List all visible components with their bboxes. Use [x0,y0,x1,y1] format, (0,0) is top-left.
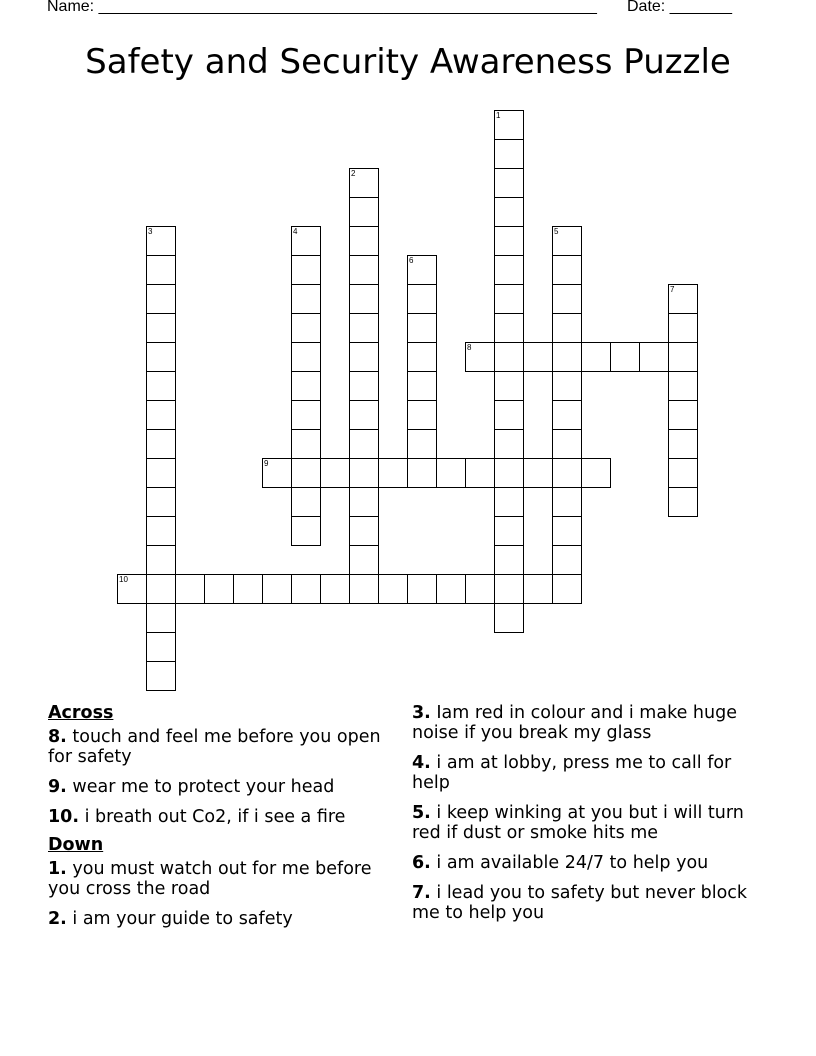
clue-number: 10. [48,807,80,827]
clue-item [412,883,752,923]
grid-cell[interactable] [146,487,176,517]
clue-number-label: 4 [293,227,298,236]
grid-cell[interactable] [320,574,350,604]
grid-cell[interactable] [668,371,698,401]
clue-number: 1. [48,859,67,879]
grid-cell[interactable] [668,487,698,517]
grid-cell[interactable] [494,110,524,140]
grid-cell[interactable] [146,458,176,488]
grid-cell[interactable] [204,574,234,604]
clue-number-label: 6 [409,256,414,265]
clue-item [48,807,398,827]
grid-cell[interactable] [494,603,524,633]
grid-cell[interactable] [552,516,582,546]
grid-cell[interactable] [291,371,321,401]
grid-cell[interactable] [349,342,379,372]
clue-text: i am your guide to safety [66,909,293,929]
grid-cell[interactable] [552,487,582,517]
grid-cell[interactable] [494,400,524,430]
clue-number: 4. [412,753,431,773]
grid-cell[interactable] [291,574,321,604]
grid-cell[interactable] [349,487,379,517]
grid-cell[interactable] [581,342,611,372]
grid-cell[interactable] [407,255,437,285]
grid-cell[interactable] [349,313,379,343]
grid-cell[interactable] [494,168,524,198]
clue-item [48,777,398,797]
clue-text: i keep winking at you but i will turn red if dust or smoke hits me [412,803,744,843]
grid-cell[interactable] [146,284,176,314]
grid-cell[interactable] [146,313,176,343]
grid-cell[interactable] [552,458,582,488]
name-field-label: Name: ________________________________________________________ [47,0,597,15]
grid-cell[interactable] [639,342,669,372]
grid-cell[interactable] [262,458,292,488]
grid-cell[interactable] [349,168,379,198]
grid-cell[interactable] [291,226,321,256]
clue-number: 3. [412,703,431,723]
clue-number-label: 10 [119,575,128,584]
clue-number-label: 5 [554,227,559,236]
clue-item [412,803,752,843]
grid-cell[interactable] [494,371,524,401]
clue-number: 8. [48,727,67,747]
clue-item [412,703,752,743]
grid-cell[interactable] [291,516,321,546]
grid-cell[interactable] [552,313,582,343]
clue-number: 6. [412,853,431,873]
clue-number-label: 7 [670,285,675,294]
grid-cell[interactable] [349,400,379,430]
grid-cell[interactable] [378,458,408,488]
clue-text: Iam red in colour and i make huge noise if you break my glass [412,703,737,743]
grid-cell[interactable] [349,226,379,256]
grid-cell[interactable] [494,545,524,575]
clue-text: i am available 24/7 to help you [430,853,709,873]
clue-number-label: 3 [148,227,153,236]
grid-cell[interactable] [291,429,321,459]
across-clue-list [48,727,398,827]
grid-cell[interactable] [494,487,524,517]
grid-cell[interactable] [146,632,176,662]
grid-cell[interactable] [494,458,524,488]
grid-cell[interactable] [494,197,524,227]
grid-cell[interactable] [233,574,263,604]
clue-item [48,727,398,767]
grid-cell[interactable] [494,342,524,372]
down-heading: Down [48,835,104,855]
grid-cell[interactable] [407,458,437,488]
grid-cell[interactable] [668,284,698,314]
grid-cell[interactable] [407,429,437,459]
clues-left-column [48,703,398,939]
grid-cell[interactable] [407,574,437,604]
grid-cell[interactable] [146,400,176,430]
grid-cell[interactable] [494,226,524,256]
grid-cell[interactable] [668,400,698,430]
clue-item [48,859,398,899]
grid-cell[interactable] [465,342,495,372]
grid-cell[interactable] [407,342,437,372]
grid-cell[interactable] [146,371,176,401]
grid-cell[interactable] [494,284,524,314]
grid-cell[interactable] [146,574,176,604]
grid-cell[interactable] [349,371,379,401]
grid-cell[interactable] [552,342,582,372]
grid-cell[interactable] [494,255,524,285]
grid-cell[interactable] [349,255,379,285]
grid-cell[interactable] [349,458,379,488]
grid-cell[interactable] [146,545,176,575]
puzzle-title: Safety and Security Awareness Puzzle [85,42,731,82]
grid-cell[interactable] [146,516,176,546]
grid-cell[interactable] [552,429,582,459]
grid-cell[interactable] [552,284,582,314]
grid-cell[interactable] [668,429,698,459]
grid-cell[interactable] [407,284,437,314]
clue-number: 5. [412,803,431,823]
clue-number-label: 9 [264,459,269,468]
grid-cell[interactable] [291,284,321,314]
grid-cell[interactable] [262,574,292,604]
grid-cell[interactable] [378,574,408,604]
clue-text: i am at lobby, press me to call for help [412,753,732,793]
grid-cell[interactable] [494,429,524,459]
grid-cell[interactable] [349,284,379,314]
clues-right-column [412,703,752,933]
grid-cell[interactable] [552,400,582,430]
clue-number-label: 2 [351,169,356,178]
grid-cell[interactable] [291,342,321,372]
grid-cell[interactable] [349,197,379,227]
grid-cell[interactable] [291,487,321,517]
grid-cell[interactable] [349,545,379,575]
grid-cell[interactable] [407,313,437,343]
grid-cell[interactable] [349,516,379,546]
grid-cell[interactable] [465,458,495,488]
grid-cell[interactable] [523,342,553,372]
grid-cell[interactable] [146,429,176,459]
clue-text: touch and feel me before you open for safety [48,727,381,767]
grid-cell[interactable] [349,574,379,604]
grid-cell[interactable] [552,574,582,604]
clue-text: wear me to protect your head [66,777,335,797]
grid-cell[interactable] [465,574,495,604]
clue-text: i breath out Co2, if i see a fire [79,807,346,827]
grid-cell[interactable] [523,574,553,604]
grid-cell[interactable] [146,342,176,372]
clue-number-label: 8 [467,343,472,352]
grid-cell[interactable] [291,255,321,285]
down-clue-list-continued [412,703,752,923]
grid-cell[interactable] [494,516,524,546]
grid-cell[interactable] [291,400,321,430]
grid-cell[interactable] [407,400,437,430]
grid-cell[interactable] [494,313,524,343]
down-clue-list [48,859,398,929]
grid-cell[interactable] [117,574,147,604]
clue-text: you must watch out for me before you cross the road [48,859,372,899]
grid-cell[interactable] [175,574,205,604]
grid-cell[interactable] [581,458,611,488]
clue-number: 9. [48,777,67,797]
grid-cell[interactable] [349,429,379,459]
grid-cell[interactable] [146,255,176,285]
grid-cell[interactable] [436,574,466,604]
grid-cell[interactable] [552,545,582,575]
grid-cell[interactable] [320,458,350,488]
grid-cell[interactable] [494,139,524,169]
grid-cell[interactable] [552,226,582,256]
clue-number: 2. [48,909,67,929]
grid-cell[interactable] [668,313,698,343]
date-field-label: Date: _______ [627,0,732,15]
grid-cell[interactable] [146,661,176,691]
grid-cell[interactable] [291,313,321,343]
grid-cell[interactable] [291,458,321,488]
grid-cell[interactable] [146,603,176,633]
grid-cell[interactable] [552,255,582,285]
clue-number: 7. [412,883,431,903]
grid-cell[interactable] [146,226,176,256]
clue-text: i lead you to safety but never block me to help you [412,883,748,923]
grid-cell[interactable] [610,342,640,372]
grid-cell[interactable] [552,371,582,401]
clue-item [412,853,752,873]
grid-cell[interactable] [668,342,698,372]
grid-cell[interactable] [407,371,437,401]
grid-cell[interactable] [436,458,466,488]
grid-cell[interactable] [668,458,698,488]
grid-cell[interactable] [523,458,553,488]
clue-number-label: 1 [496,111,501,120]
clue-item [48,909,398,929]
clue-item [412,753,752,793]
across-heading: Across [48,703,114,723]
grid-cell[interactable] [494,574,524,604]
